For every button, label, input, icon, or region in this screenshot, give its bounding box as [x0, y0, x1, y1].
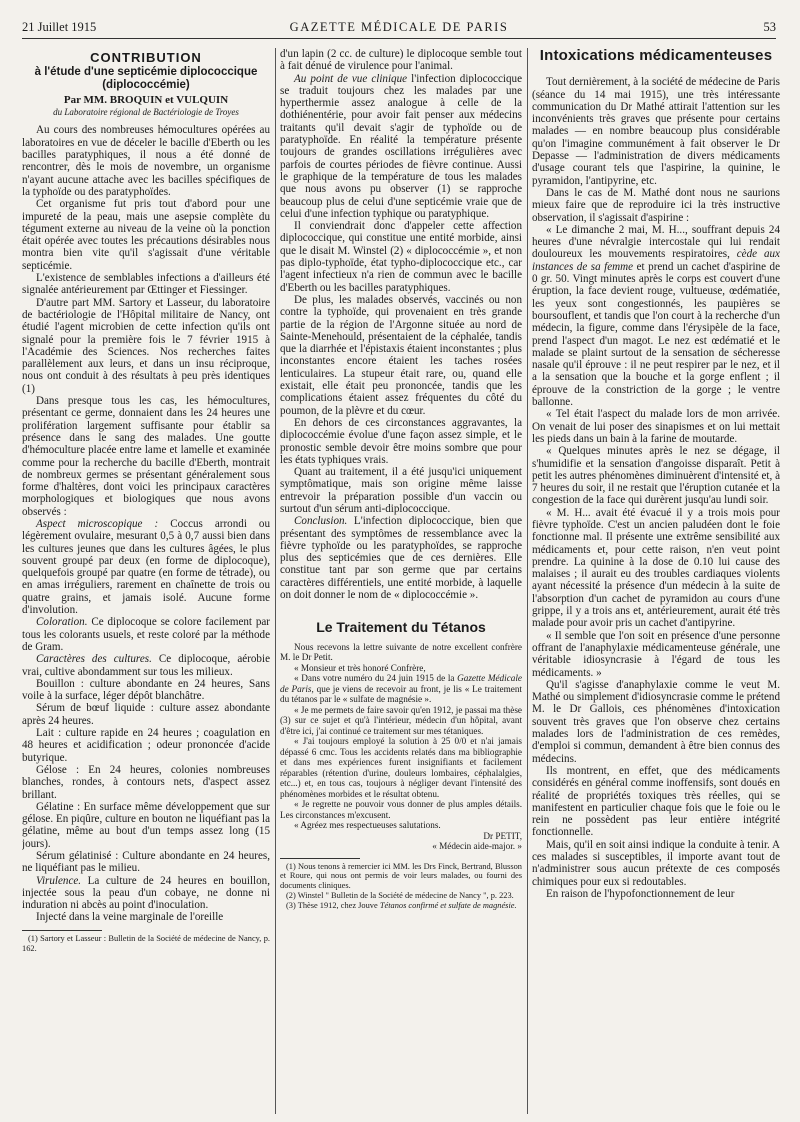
letter-paragraph: « J'ai toujours employé la solution à 25 0/0 et n'ai jamais dépassé 6 cmc. Tous les accidents relatés dans ma bibliographie et dans mes expériences furent insignifiants et facilement réparables (rétention d'urine, douleurs lombaires, céphalalgies, etc...) et, en tous cas, toujours à négliger devant l'intensité des phénomènes morbides et le résultat obtenu.: [280, 736, 522, 799]
paragraph: Cet organisme fut pris tout d'abord pour une impureté de la peau, mais une asepsie complète du tégument externe au niveau de la veine où la ponction était opérée avec toutes les précautions désirables nous montra bien vite qu'il s'agissait d'une véritable septicémie.: [22, 198, 270, 272]
letter-paragraph: « Je me permets de faire savoir qu'en 1912, je passai ma thèse (3) sur ce sujet et qu'à l'intérieur, médecin d'un hôpital, avant d'être ici, j'ai continué ce traitement sur mes tétaniques.: [280, 704, 522, 736]
paragraph: Sérum gélatinisé : Culture abondante en 24 heures, ne liquéfiant pas le milieu.: [22, 850, 270, 875]
footnote-text: (3) Thèse 1912, chez Jouve: [286, 900, 378, 910]
paragraph: [22, 616, 270, 653]
paragraph-text: L'infection diplococcique, bien que présentant des symptômes de ressemblance avec la fièvre typhoïde ou les paratyphoïdes, se rapproche plus des septicémies que de ces dernières. Elle constitue tant par son germe que par certains caractères différentiels, une entité morbide, à laquelle on doit donner le nom de « diplococcémie ».: [280, 515, 522, 602]
paragraph: [280, 73, 522, 221]
footnote-title: Tétanos confirmé et sulfate de magnésie.: [379, 900, 517, 910]
paragraph: « M. H... avait été évacué il y a trois mois pour fièvre typhoïde. C'est un ancien paludéen dont le foie fonctionne mal. Il présente une extrême sensibilité aux médicaments et, pour cette raison, n'en veut point prendre. La quinine à la dose de 0.10 lui cause des malaises ; il aurait eu des troubles cardiaques violents ayant nécessité la présence d'un médecin à la suite de l'absorption d'un cachet de pyramidon au cours d'une grippe, il y a trois ans et, antérieurement, aurait été très malade pour avoir pris un cachet d'antipyrine.: [532, 506, 780, 630]
paragraph: De plus, les malades observés, vaccinés ou non contre la typhoïde, qui provenaient en très grande partie de la région de l'Argonne située au nord de Sainte-Menehould, présentaient de la céphalée, tandis que la diarrhée et l'épistaxis étaient inconstantes ; plus inconstantes encore étaient les taches rosées lenticulaires. La stupeur était rare, ou, quand elle existait, elle était peu prononcée, tandis que les complications étaient assez fréquentes du côté du poumon, de la plèvre et du cœur.: [280, 293, 522, 417]
paragraph-text: « Le dimanche 2 mai, M. H..., souffrant depuis 24 heures d'une névralgie intercostale qui lui rendait douloureux les mouvements respiratoires,: [532, 223, 780, 261]
paragraph-label: Virulence.: [36, 874, 82, 887]
paragraph-text: Ce diplocoque, aérobie vrai, cultive abondamment sur tous les milieux.: [22, 653, 270, 678]
paragraph-label: Coloration.: [36, 616, 88, 629]
paragraph: [22, 875, 270, 912]
paragraph-text: La culture de 24 heures en bouillon, injectée sous la peau d'un cobaye, ne donne ni induration ni abcès au point d'inoculation.: [22, 874, 270, 912]
paragraph: Tout dernièrement, à la société de médecine de Paris (séance du 14 mai 1915), une très intéressante communication du Dr Mathé attirait l'attention sur les inconvénients très graves que présente pour certains malades — en nombre beaucoup plus considérable qu'on l'imagine communément à fait observer le Dr Depasse — l'administration de divers médicaments d'usage courant tels que l'aspirine, la quinine, le pyramidon, l'antipyrine, etc.: [532, 76, 780, 187]
column-divider: [275, 48, 276, 1114]
article-authors: Par MM. BROQUIN et VULQUIN: [63, 93, 229, 106]
footnote: (1) Nous tenons à remercier ici MM. les Drs Finck, Bertrand, Blusson et Roure, qui nous ont permis de voir leurs malades, ou fourni des documents cliniques.: [280, 861, 522, 891]
column-1: [22, 48, 270, 1114]
letter-paragraph: « Monsieur et très honoré Confrère,: [294, 662, 426, 673]
journal-reference: Gazette Médicale de Paris,: [280, 673, 522, 694]
paragraph: « Quelques minutes après le nez se dégage, il s'humidifie et la sensation d'angoisse disparaît. Petit à petit les autres phénomènes diminuèrent d'intensité et, à 7 heures du soir, il ne restait que l'éruption cutanée et la congestion de la face qui durèrent jusqu'au lundi soir.: [532, 445, 780, 507]
paragraph: D'autre part MM. Sartory et Lasseur, du laboratoire de bactériologie de l'Hôpital militaire de Nancy, ont étudié l'agent microbien de cette infection qu'ils ont signalé pour la première fois le 7 février 1915 à l'Académie des Sciences. Nos recherches faites parallèlement aux leurs, et dans un insu réciproque, nous ont conduit à des résultats à peu près identiques (1): [22, 296, 270, 395]
letter-paragraph: [280, 673, 522, 705]
paragraph: [532, 224, 780, 408]
paragraph-label: Aspect microscopique :: [36, 517, 159, 530]
paragraph: En raison de l'hypofonctionnement de leur: [546, 887, 735, 900]
paragraph-emphasis: cède aux instances de sa femme: [532, 248, 780, 273]
journal-title: GAZETTE MÉDICALE DE PARIS: [289, 20, 509, 34]
paragraph: Qu'il s'agisse d'anaphylaxie comme le veut M. Mathé ou simplement d'idiosyncrasie comme le prétend M. le Dr Gallois, ces phénomènes d'intoxication souvent très graves que l'on observe chez certains malades lors de l'administration de ces remèdes, d'emploi si commun, demandent à être bien connus des médecins.: [532, 678, 780, 765]
paragraph: En dehors de ces circonstances aggravantes, la diplococcémie évolue d'une façon assez simple, et le pronostic semble devoir être moins sombre que pour les états typhiques vrais.: [280, 416, 522, 466]
paragraph: L'existence de semblables infections a d'ailleurs été signalée antérieurement par Œttinger et Fiessinger.: [22, 272, 270, 297]
paragraph: Dans le cas de M. Mathé dont nous ne saurions mieux faire que de reproduire ici la très instructive observation, il s'agissait d'aspirine :: [532, 186, 780, 224]
letter-paragraph: « Je regrette ne pouvoir vous donner de plus amples détails. Les circonstances m'excusent.: [280, 799, 522, 820]
paragraph: [22, 518, 270, 616]
paragraph: Au cours des nombreuses hémocultures opérées au laboratoires en vue de déceler le bacille d'Eberth ou les bacilles paratyphiques, il nous a été donné de rencontrer, dès le mois de novembre, un organisme n'ayant aucune attache avec les bacilles spécifiques de la typhoïde ou des paratyphoïdes.: [22, 124, 270, 198]
article-affiliation: du Laboratoire régional de Bactériologie de Troyes: [53, 107, 239, 118]
page-number: 53: [763, 20, 776, 34]
paragraph: Mais, qu'il en soit ainsi indique la conduite à tenir. A ces malades si susceptibles, il importe avant tout de n'administrer sous aucun prétexte de ces composés chimiques pour eux si redoutables.: [532, 838, 780, 888]
paragraph: « Il semble que l'on soit en présence d'une personne offrant de l'anaphylaxie médicamenteuse générale, une véritable idiosyncrasie à l'égard de tous les médicaments. »: [532, 629, 780, 679]
paragraph-text: l'infection diplococcique se traduit toujours chez les malades par une hyperthermie assez analogue à celle de la dothiénentérie, pour avoir fait penser aux médecins traitants qu'il devait s'agir de typhoïde ou de paratyphoïde. En réalité la température présente toujours de grandes oscillations irrégulières avec parfois de courtes périodes de fièvre continue. Aussi le graphique de la température de tous les malades que nous avons pu observer (1) se rapproche beaucoup plus de celui d'une septicémie vraie que de celui d'une infection typhique ou paratyphique.: [280, 72, 522, 220]
paragraph-label: Au point de vue clinique: [294, 72, 408, 85]
paragraph-text: Ce diplocoque se colore facilement par tous les colorants usuels, et reste coloré par la méthode de Gram.: [22, 616, 270, 653]
paragraph: Gélose : En 24 heures, colonies nombreuses blanches, rondes, à contours nets, d'aspect assez brillant.: [22, 763, 270, 801]
column-2: [280, 48, 522, 1114]
column-3: [532, 48, 780, 1114]
header-date: 21 Juillet 1915: [22, 20, 97, 34]
paragraph: Bouillon : culture abondante en 24 heures, Sans voile à la surface, léger dépôt blanchâtre.: [22, 677, 270, 703]
section-heading: Intoxications médicamenteuses: [539, 48, 773, 64]
section-heading: Le Traitement du Tétanos: [316, 619, 486, 636]
paragraph-text: Coccus arrondi ou légèrement ovulaire, mesurant 0,5 à 0,7 aussi bien dans les cultures jeunes que dans les cultures âgées, le plus souvent groupé par deux (en forme de diplocoque), quelquefois groupé par quatre (en forme de tétrade), ou en amas irréguliers, rarement en chaînette de trois ou quatre grains, et jamais isolé. Aucune forme d'involution.: [22, 517, 270, 617]
footnote-rule: [22, 930, 102, 931]
paragraph: « Tel était l'aspect du malade lors de mon arrivée. On venait de lui poser des sinapismes et on lui mettait les pieds dans un bain à la farine de moutarde.: [532, 408, 780, 445]
paragraph: Quant au traitement, il a été jusqu'ici uniquement symptômatique, mais son origine même laisse entrevoir la préparation possible d'un vaccin ou surtout d'un sérum anti-diplococcique.: [280, 466, 522, 515]
article-subheading: à l'étude d'une septicémie diplococcique (diplococcémie): [34, 66, 258, 91]
paragraph: Dans presque tous les cas, les hémocultures, présentant ce germe, donnaient dans les 24 heures une prolifération largement suffisante pour établir sa présence dans le sang des malades. Une goutte d'hémoculture placée entre lame et lamelle et examinée comme pour la recherche du bacille d'Eberth, montrait de nombreux germes se présentant généralement sous forme d'haltères, dont voici les principaux caractères morphologiques et biologiques que nous avons observés :: [22, 395, 270, 518]
paragraph: d'un lapin (2 cc. de culture) le diplocoque semble tout à fait dénué de virulence pour l'animal.: [280, 48, 522, 73]
paragraph: Injecté dans la veine marginale de l'oreille: [36, 911, 224, 924]
page-header: [22, 16, 776, 39]
footnote-rule: [280, 858, 360, 859]
paragraph: [22, 653, 270, 678]
letter-paragraph: « Agréez mes respectueuses salutations.: [294, 820, 441, 831]
footnote: [280, 901, 522, 911]
paragraph: Ils montrent, en effet, que des médicaments considérés en général comme inoffensifs, sont doués en réalité de propriétés toxiques très réelles, qui se manifestent en particulier chaque fois que le foie ou le rein ne possèdent pas leur entière intégrité fonctionnelle.: [532, 764, 780, 839]
paragraph: Gélatine : En surface même développement que sur gélose. En piqûre, culture en bouton ne liquéfiant pas la gélatine, même au bout d'un temps assez long (15 jours).: [22, 800, 270, 850]
paragraph: Lait : culture rapide en 24 heures ; coagulation en 48 heures et acidification ; odeur prononcée d'acide butyrique.: [22, 727, 270, 764]
letter-text: « Dans votre numéro du 24 juin 1915 de la: [294, 673, 455, 684]
paragraph-text: et prend un cachet d'aspirine de 0 gr. 50. Vingt minutes après le corps est couvert d'une éruption, la face devient rouge, vultueuse, œdématiée, les yeux sont congestionnés, les paupières se boursouflent, et tandis que l'on court à la recherche d'un médecin, la figure, comme dans l'érysipèle de la face, prend l'aspect d'un magot. Le nez est œdématié et le malade se plaint surtout de la sensation de sécheresse nasale qu'il éprouve : il ne peut respirer par le nez, et il a la sensation que la bouche et la gorge enflent ; il éprouve de la constriction de la gorge ; le ventre ballonne.: [532, 260, 780, 409]
footnote: (1) Sartory et Lasseur : Bulletin de la Société de médecine de Nancy, p. 162.: [22, 933, 270, 953]
column-divider: [527, 48, 528, 1114]
article-heading: CONTRIBUTION: [90, 50, 202, 65]
paragraph: Il conviendrait donc d'appeler cette affection diplococcique, qui constitue une entité morbide, ainsi que le disait M. Winstel (2) « diplococcémie », et non pas diplo-typhoïde, état typho-diplococcique etc., car l'agent infectieux n'a rien de commun avec le bacille d'Eberth ou les bacilles paratyphiques.: [280, 220, 522, 294]
paragraph: [280, 515, 522, 601]
letter-text: que je viens de recevoir au front, je lis « Le traitement du tétanos par le « sulfate de magnésie ».: [280, 683, 522, 705]
paragraph-label: Caractères des cultures.: [36, 653, 152, 666]
paragraph: Sérum de bœuf liquide : culture assez abondante après 24 heures.: [22, 702, 270, 727]
paragraph-label: Conclusion.: [294, 515, 348, 528]
signature-title: « Médecin aide-major. »: [432, 841, 522, 852]
letter-paragraph: Nous recevons la lettre suivante de notre excellent confrère M. le Dr Petit.: [280, 641, 522, 663]
signature-name: Dr PETIT,: [483, 830, 522, 841]
footnote: (2) Winstel " Bulletin de la Société de médecine de Nancy ", p. 223.: [286, 891, 514, 901]
